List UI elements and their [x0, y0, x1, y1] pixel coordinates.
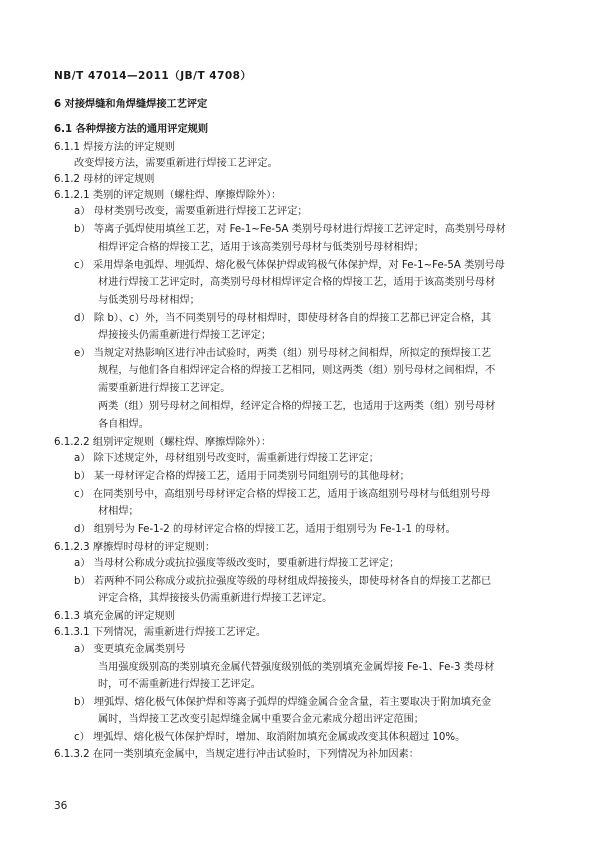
- text-line: 各自相焊。: [98, 419, 149, 430]
- text-line: b） 埋弧焊、熔化极气体保护焊和等离子弧焊的焊缝金属合金含量，若主要取决于附加填充金: [74, 697, 492, 708]
- text-line: c） 在同类别号中，高组别号母材评定合格的焊接工艺，适用于该高组别号母材与低组别号母: [74, 489, 491, 500]
- text-line: e） 当规定对热影响区进行冲击试验时，两类（组）别号母材之间相焊，所拟定的预焊接工艺: [74, 348, 492, 359]
- text-line: d） 组别号为 Fe-1-2 的母材评定合格的焊接工艺，适用于组别号为 Fe-1-1 的母材。: [74, 524, 456, 535]
- text-line: c） 采用焊条电弧焊、埋弧焊、熔化极气体保护焊或钨极气体保护焊，对 Fe-1~Fe-5A 类别号母: [74, 260, 505, 271]
- text-line: a） 当母材公称成分或抗拉强度等级改变时，要重新进行焊接工艺评定；: [74, 558, 400, 569]
- text-line: a） 母材类别号改变，需要重新进行焊接工艺评定；: [74, 206, 308, 217]
- text-line: b） 等离子弧焊使用填丝工艺，对 Fe-1~Fe-5A 类别号母材进行焊接工艺评定时，高类别号母材: [74, 224, 506, 235]
- text-line: 材相焊；: [98, 506, 139, 517]
- standard-header: NB/T 47014—2011（JB/T 4708）: [54, 70, 252, 82]
- text-line: 时，可不需重新进行焊接工艺评定。: [98, 679, 261, 690]
- text-line: d） 除 b）、c）外，当不同类别号的母材相焊时，即使母材各自的焊接工艺都已评定合格，其: [74, 313, 492, 324]
- text-line: a） 变更填充金属类别号: [74, 644, 186, 655]
- text-line: 6.1.1 焊接方法的评定规则: [54, 142, 175, 153]
- text-line: 6.1.3 填充金属的评定规则: [54, 611, 175, 622]
- text-line: 材进行焊接工艺评定时，高类别号母材相焊评定合格的焊接工艺，适用于该高类别号母材: [98, 277, 496, 288]
- text-line: 属时，当焊接工艺改变引起焊缝金属中重要合金元素成分超出评定范围；: [98, 714, 424, 725]
- text-line: 6.1.2.3 摩擦焊时母材的评定规则：: [54, 542, 216, 553]
- text-line: 6.1.2.2 组别评定规则（螺柱焊、摩擦焊除外）：: [54, 437, 272, 448]
- text-line: b） 若两种不同公称成分或抗拉强度等级的母材组成焊接接头，即使母材各自的焊接工艺都已: [74, 576, 492, 587]
- text-line: 与低类别号母材相焊；: [98, 295, 200, 306]
- text-line: 当用强度级别高的类别填充金属代替强度级别低的类别填充金属焊接 Fe-1、Fe-3 类母材: [98, 662, 495, 673]
- text-line: 6.1.2 母材的评定规则: [54, 174, 155, 185]
- text-line: 6.1 各种焊接方法的通用评定规则: [54, 124, 209, 135]
- text-line: 评定合格，其焊接接头仍需重新进行焊接工艺评定。: [98, 593, 333, 604]
- text-line: 6.1.3.1 下列情况，需重新进行焊接工艺评定。: [54, 627, 267, 638]
- text-line: 改变焊接方法，需要重新进行焊接工艺评定。: [74, 158, 278, 169]
- text-line: 6 对接焊缝和角焊缝焊接工艺评定: [54, 99, 208, 110]
- page-number: 36: [54, 800, 68, 812]
- text-line: 焊接接头仍需重新进行焊接工艺评定；: [98, 330, 272, 341]
- text-line: b） 某一母材评定合格的焊接工艺，适用于同类别号同组别号的其他母材；: [74, 471, 410, 482]
- text-line: a） 除下述规定外，母材组别号改变时，需重新进行焊接工艺评定；: [74, 453, 379, 464]
- text-line: 需要重新进行焊接工艺评定。: [98, 383, 231, 394]
- text-line: c） 埋弧焊、熔化极气体保护焊时，增加、取消附加填充金属或改变其体积超过 10%。: [74, 732, 466, 743]
- text-line: 6.1.3.2 在同一类别填充金属中，当规定进行冲击试验时，下列情况为补加因素：: [54, 749, 419, 760]
- text-line: 6.1.2.1 类别的评定规则（螺柱焊、摩擦焊除外）：: [54, 190, 282, 201]
- text-line: 规程，与他们各自相焊评定合格的焊接工艺相同，则这两类（组）别号母材之间相焊，不: [98, 365, 496, 376]
- text-line: 两类（组）别号母材之间相焊，经评定合格的焊接工艺，也适用于这两类（组）别号母材: [98, 401, 496, 412]
- text-line: 相焊评定合格的焊接工艺，适用于该高类别号母材与低类别号母材相焊；: [98, 242, 424, 253]
